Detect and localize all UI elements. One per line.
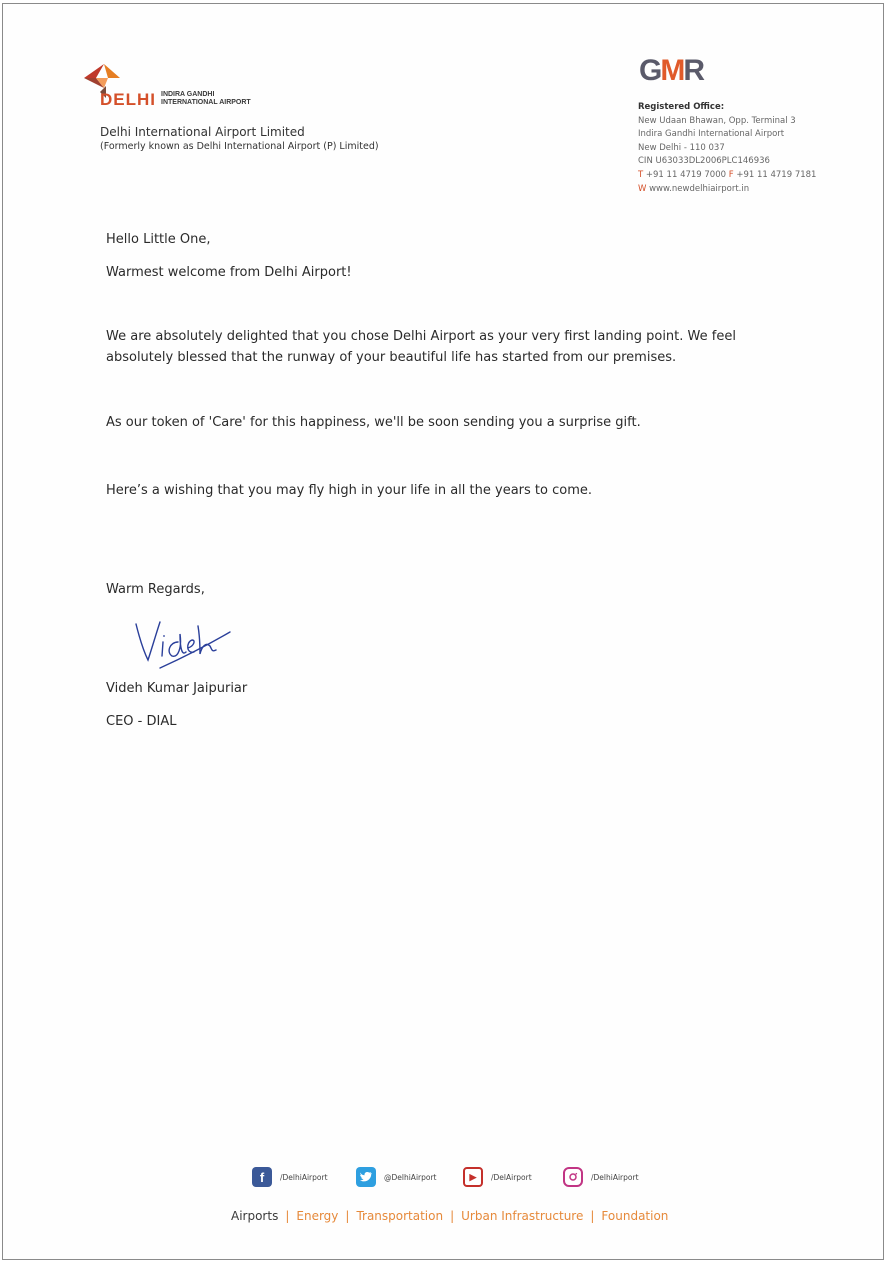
delhi-logo-subtitle: INDIRA GANDHI INTERNATIONAL AIRPORT	[161, 91, 251, 106]
division-foundation: Foundation	[601, 1209, 669, 1223]
delhi-logo-word: DELHI	[100, 90, 156, 109]
letter-paragraph: Here’s a wishing that you may fly high in your life in all the years to come.	[106, 483, 592, 498]
company-name: Delhi International Airport Limited	[100, 125, 305, 139]
office-website: www.newdelhiairport.in	[649, 183, 750, 194]
division-energy: Energy	[296, 1209, 339, 1223]
office-heading: Registered Office:	[638, 102, 725, 112]
footer-divisions: Airports | Energy | Transportation | Urban Infrastructure | Foundation	[231, 1209, 669, 1223]
footer-social-facebook	[252, 1166, 328, 1188]
youtube-handle: /DelAirport	[491, 1172, 532, 1182]
office-cin: CIN U63033DL2006PLC146936	[638, 156, 770, 167]
office-phone: +91 11 4719 7000	[645, 169, 727, 180]
gmr-logo-letter: M	[660, 54, 684, 87]
letter-welcome: Warmest welcome from Delhi Airport!	[106, 265, 352, 280]
facebook-icon: f	[252, 1167, 272, 1187]
facebook-handle: /DelhiAirport	[280, 1172, 328, 1182]
instagram-icon	[563, 1167, 583, 1187]
division-transportation: Transportation	[356, 1209, 444, 1223]
youtube-icon: ▶	[463, 1167, 483, 1187]
letter-paragraph: We are absolutely delighted that you chose Delhi Airport as your very first landing point. We feel absolutely blessed that the runway of your beautiful life has started from our premises.	[106, 329, 736, 365]
gmr-logo-letter: G	[639, 54, 661, 87]
office-contact-line: T +91 11 4719 7000 F +91 11 4719 7181	[638, 169, 817, 180]
gmr-logo	[639, 54, 703, 88]
handwritten-signature	[130, 612, 240, 672]
signatory-role: CEO - DIAL	[106, 714, 177, 729]
twitter-icon	[356, 1167, 376, 1187]
footer-social-instagram	[563, 1166, 639, 1188]
office-fax: +91 11 4719 7181	[736, 169, 817, 180]
office-web-line: W www.newdelhiairport.in	[638, 183, 750, 194]
registered-office	[638, 101, 816, 196]
division-urban-infrastructure: Urban Infrastructure	[461, 1209, 584, 1223]
office-address-line: New Udaan Bhawan, Opp. Terminal 3	[638, 115, 796, 126]
letter-greeting: Hello Little One,	[106, 232, 211, 247]
office-address-line: New Delhi - 110 037	[638, 142, 725, 153]
letter-closing: Warm Regards,	[106, 582, 205, 597]
footer-social-twitter	[356, 1166, 436, 1188]
footer-social-youtube	[463, 1166, 532, 1188]
twitter-handle: @DelhiAirport	[384, 1172, 437, 1182]
gmr-logo-letter: R	[683, 54, 704, 87]
instagram-handle: /DelhiAirport	[591, 1172, 639, 1182]
company-former-name: (Formerly known as Delhi International Airport (P) Limited)	[100, 141, 379, 152]
division-airports: Airports	[231, 1209, 279, 1223]
signatory-name: Videh Kumar Jaipuriar	[106, 681, 248, 696]
letter-paragraph: As our token of 'Care' for this happiness, we'll be soon sending you a surprise gift.	[106, 415, 641, 430]
office-address-line: Indira Gandhi International Airport	[638, 129, 785, 140]
